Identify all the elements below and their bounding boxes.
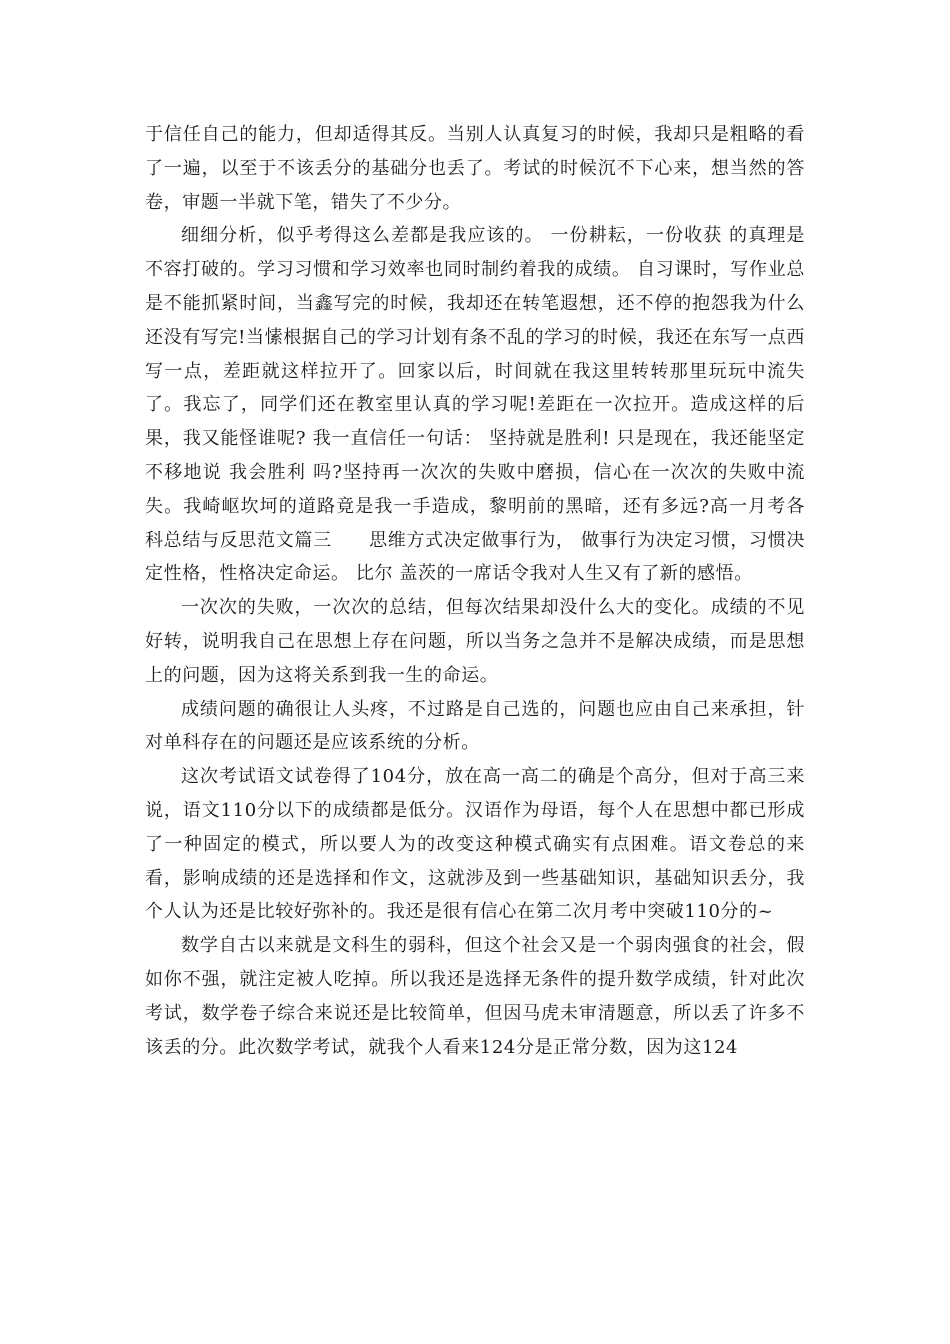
paragraph-3: 一次次的失败，一次次的总结，但每次结果却没什么大的变化。成绩的不见好转，说明我自己在思想上存在问题，所以当务之急并不是解决成绩，而是思想上的问题，因为这将关系到我一生的命运。 <box>145 597 805 686</box>
paragraph-5: 这次考试语文试卷得了104分，放在高一高二的确是个高分，但对于高三来说，语文110分以下的成绩都是低分。汉语作为母语，每个人在思想中都已形成了一种固定的模式，所以要人为的改变这种模式确实有点困难。语文卷总的来看，影响成绩的还是选择和作文，这就涉及到一些基础知识，基础知识丢分，我个人认为还是比较好弥补的。我还是很有信心在第二次月考中突破110分的~ <box>145 766 805 923</box>
document-body <box>145 118 805 1064</box>
paragraph-2: 细细分析，似乎考得这么差都是我应该的。 一份耕耘，一份收获 的真理是不容打破的。学习习惯和学习效率也同时制约着我的成绩。 自习课时，写作业总是不能抓紧时间，当鑫写完的时候，我却还在转笔遐想，还不停的抱怨我为什么还没有写完!当愫根据自己的学习计划有条不乱的学习的时候，我还在东写一点西写一点，差距就这样拉开了。回家以后，时间就在我这里转转那里玩玩中流失了。我忘了，同学们还在教室里认真的学习呢!差距在一次拉开。造成这样的后果，我又能怪谁呢? 我一直信任一句话： 坚持就是胜利! 只是现在，我还能坚定不移地说 我会胜利 吗?坚持再一次次的失败中磨损，信心在一次次的失败中流失。我崎岖坎坷的道路竟是我一手造成，黎明前的黑暗，还有多远?高一月考各科总结与反思范文篇三 思维方式决定做事行为， 做事行为决定习惯，习惯决定性格，性格决定命运。 比尔 盖茨的一席话令我对人生又有了新的感悟。 <box>145 225 805 585</box>
paragraph-4: 成绩问题的确很让人头疼，不过路是自己选的，问题也应由自己来承担，针对单科存在的问题还是应该系统的分析。 <box>145 698 805 754</box>
paragraph-6: 数学自古以来就是文科生的弱科，但这个社会又是一个弱肉强食的社会，假如你不强，就注定被人吃掉。所以我还是选择无条件的提升数学成绩，针对此次考试，数学卷子综合来说还是比较简单，但因马虎未审清题意，所以丢了许多不该丢的分。此次数学考试，就我个人看来124分是正常分数，因为这124 <box>145 935 805 1058</box>
paragraph-1: 于信任自己的能力，但却适得其反。当别人认真复习的时候，我却只是粗略的看了一遍，以至于不该丢分的基础分也丢了。考试的时候沉不下心来，想当然的答卷，审题一半就下笔，错失了不少分。 <box>145 124 805 213</box>
